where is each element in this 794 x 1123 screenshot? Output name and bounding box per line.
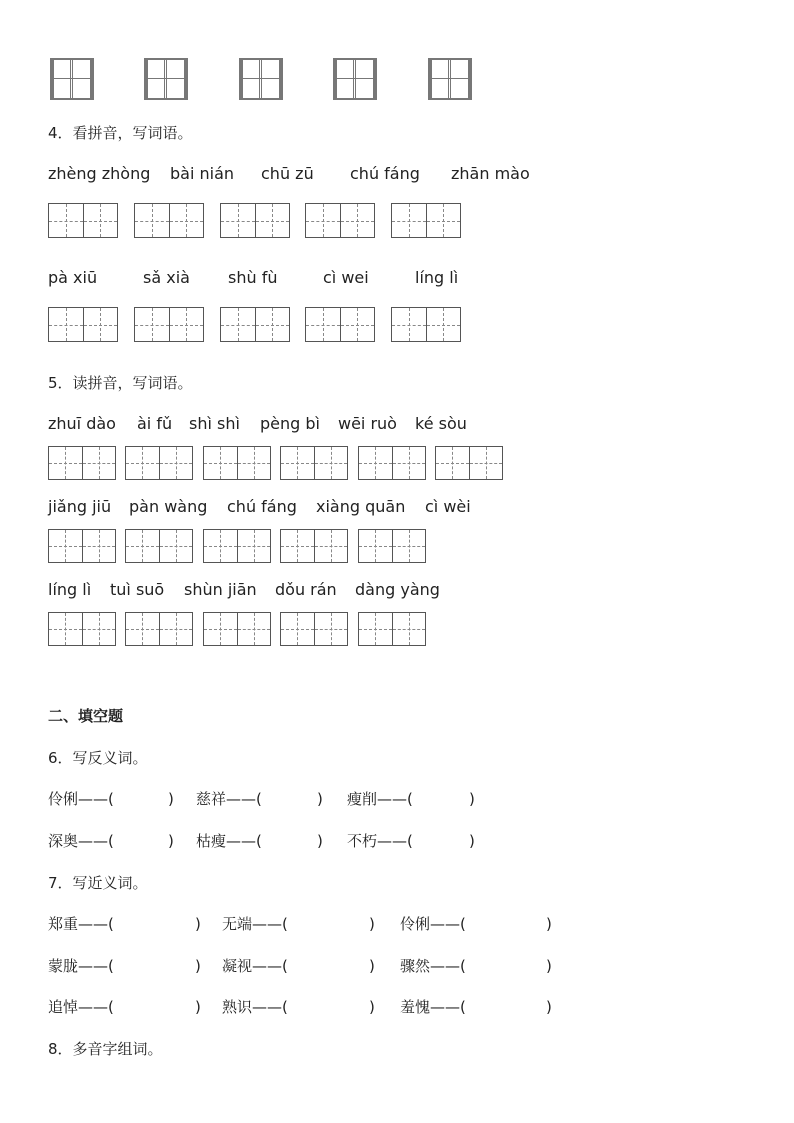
pinyin-label: líng lì	[48, 580, 92, 599]
char-box	[428, 58, 470, 100]
synonym-prompt: 追悼——(	[48, 998, 114, 1016]
question-4-heading: 4．看拼音，写词语。	[48, 124, 193, 142]
writing-box[interactable]	[203, 612, 271, 646]
pinyin-label: pàn wàng	[129, 497, 208, 516]
writing-box[interactable]	[125, 529, 193, 563]
close-paren: )	[195, 957, 201, 975]
synonym-prompt: 郑重——(	[48, 915, 114, 933]
question-6-heading: 6．写反义词。	[48, 749, 148, 767]
pinyin-label: líng lì	[415, 268, 459, 287]
pinyin-label: tuì suō	[110, 580, 165, 599]
writing-box[interactable]	[280, 446, 348, 480]
writing-box[interactable]	[203, 446, 271, 480]
writing-box[interactable]	[305, 203, 375, 238]
section-2-title: 二、填空题	[48, 707, 124, 725]
pinyin-label: shì shì	[189, 414, 240, 433]
synonym-prompt: 熟识——(	[222, 998, 288, 1016]
pinyin-label: xiàng quān	[316, 497, 406, 516]
char-box	[144, 58, 186, 100]
pinyin-label: jiǎng jiū	[48, 497, 112, 516]
antonym-prompt: 伶俐——(	[48, 790, 114, 808]
writing-box[interactable]	[358, 529, 426, 563]
synonym-prompt: 无端——(	[222, 915, 288, 933]
pinyin-label: zhèng zhòng	[48, 164, 151, 183]
pinyin-label: ké sòu	[415, 414, 467, 433]
antonym-prompt: 瘦削——(	[347, 790, 413, 808]
close-paren: )	[369, 915, 375, 933]
pinyin-label: pèng bì	[260, 414, 320, 433]
writing-box[interactable]	[305, 307, 375, 342]
writing-box[interactable]	[134, 203, 204, 238]
char-box	[333, 58, 375, 100]
question-7-heading: 7．写近义词。	[48, 874, 148, 892]
pinyin-label: cì wèi	[425, 497, 471, 516]
pinyin-label: zhuī dào	[48, 414, 116, 433]
close-paren: )	[369, 957, 375, 975]
pinyin-label: chú fáng	[227, 497, 297, 516]
synonym-prompt: 羞愧——(	[400, 998, 466, 1016]
close-paren: )	[546, 957, 552, 975]
close-paren: )	[369, 998, 375, 1016]
writing-box[interactable]	[220, 307, 290, 342]
writing-box[interactable]	[48, 446, 116, 480]
writing-box[interactable]	[48, 612, 116, 646]
pinyin-label: bài nián	[170, 164, 235, 183]
writing-box[interactable]	[391, 203, 461, 238]
writing-box[interactable]	[391, 307, 461, 342]
close-paren: )	[195, 998, 201, 1016]
synonym-prompt: 凝视——(	[222, 957, 288, 975]
pinyin-label: sǎ xià	[143, 268, 190, 287]
close-paren: )	[469, 790, 475, 808]
antonym-prompt: 不朽——(	[347, 832, 413, 850]
question-5-heading: 5．读拼音，写词语。	[48, 374, 193, 392]
question-8-heading: 8．多音字组词。	[48, 1040, 163, 1058]
writing-box[interactable]	[358, 446, 426, 480]
close-paren: )	[317, 790, 323, 808]
pinyin-label: chú fáng	[350, 164, 420, 183]
pinyin-label: pà xiū	[48, 268, 98, 287]
writing-box[interactable]	[280, 529, 348, 563]
pinyin-label: cì wei	[323, 268, 369, 287]
close-paren: )	[168, 832, 174, 850]
pinyin-label: wēi ruò	[338, 414, 397, 433]
pinyin-label: zhān mào	[451, 164, 530, 183]
antonym-prompt: 慈祥——(	[196, 790, 262, 808]
writing-box[interactable]	[48, 307, 118, 342]
char-box	[50, 58, 92, 100]
writing-box[interactable]	[134, 307, 204, 342]
writing-box[interactable]	[435, 446, 503, 480]
pinyin-label: dàng yàng	[355, 580, 440, 599]
pinyin-label: ài fǔ	[137, 414, 173, 433]
synonym-prompt: 骤然——(	[400, 957, 466, 975]
char-box	[239, 58, 281, 100]
writing-box[interactable]	[125, 446, 193, 480]
antonym-prompt: 枯瘦——(	[196, 832, 262, 850]
close-paren: )	[195, 915, 201, 933]
writing-box[interactable]	[48, 203, 118, 238]
synonym-prompt: 伶俐——(	[400, 915, 466, 933]
close-paren: )	[546, 998, 552, 1016]
synonym-prompt: 蒙胧——(	[48, 957, 114, 975]
writing-box[interactable]	[220, 203, 290, 238]
close-paren: )	[546, 915, 552, 933]
writing-box[interactable]	[203, 529, 271, 563]
antonym-prompt: 深奥——(	[48, 832, 114, 850]
writing-box[interactable]	[280, 612, 348, 646]
close-paren: )	[317, 832, 323, 850]
close-paren: )	[168, 790, 174, 808]
writing-box[interactable]	[125, 612, 193, 646]
pinyin-label: dǒu rán	[275, 580, 337, 599]
pinyin-label: shù fù	[228, 268, 278, 287]
writing-box[interactable]	[48, 529, 116, 563]
pinyin-label: chū zū	[261, 164, 314, 183]
pinyin-label: shùn jiān	[184, 580, 257, 599]
writing-box[interactable]	[358, 612, 426, 646]
close-paren: )	[469, 832, 475, 850]
